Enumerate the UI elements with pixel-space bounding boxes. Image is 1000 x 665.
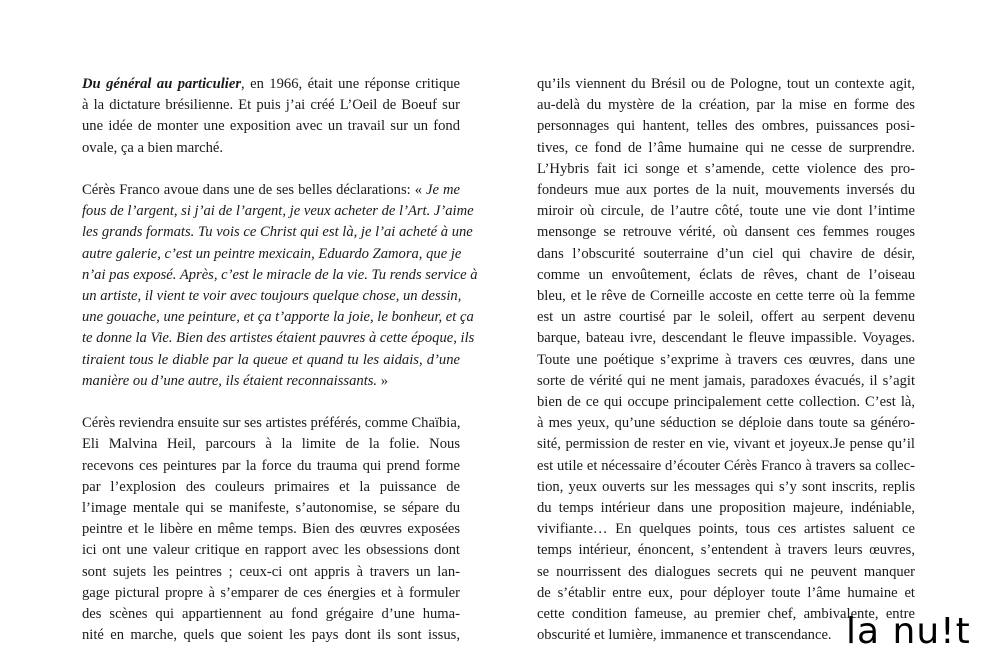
right-column-line: miroir où circule, de l’autre côté, toute une vie dont l’intime: [537, 203, 915, 220]
right-column-line: personnages qui hantent, telles des ombres, puissances posi-: [537, 118, 915, 135]
right-column-line: dans l’obscurité souterraine d’un ciel qui chavire de désir,: [537, 245, 915, 262]
left-column: [82, 74, 478, 646]
right-column-line: sorte de vérité qui ne ment jamais, paradoxes évacués, il s’agit: [537, 372, 915, 389]
right-column-line: de s’établir entre eux, pour déployer toute l’âme humaine et: [537, 584, 915, 601]
paragraph-2-line: n’ai pas exposé. Après, c’est le miracle de la vie. Tu rends service à: [82, 266, 478, 283]
paragraph-1-line: Du général au particulier, en 1966, était une réponse critique: [82, 76, 461, 92]
paragraph-3-line: recevons ces peintures par la force du trauma qui prend forme: [82, 457, 460, 474]
paragraph-gap: [82, 392, 460, 413]
right-column-line: comme un envoûtement, éclats de rêves, chant de l’oiseau: [537, 266, 915, 283]
right-column-line: L’Hybris fait ici songe et s’amende, cette violence des pro-: [537, 160, 915, 177]
right-column-line: au-delà du mystère de la création, par la mise en forme des: [537, 97, 915, 114]
right-column-line: tion, yeux ouverts sur les messages qui s’y sont inscrits, replis: [537, 478, 915, 495]
paragraph-2-line: Cérès Franco avoue dans une de ses belles déclarations: « Je me: [82, 182, 460, 198]
right-column-line: vivifiante… En quelques points, tous ces artistes saluent ce: [537, 521, 915, 538]
paragraph-2-line: autre galerie, c’est un peintre mexicain, Eduardo Zamora, que je: [82, 245, 462, 262]
right-column-line: cette condition fameuse, au premier chef, ambivalente, entre: [537, 606, 915, 623]
paragraph-2-line: fous de l’argent, si j’ai de l’argent, je veux acheter de l’Art. J’aime: [82, 203, 474, 220]
paragraph-3-line: ici ont une valeur critique en rapport avec les obsessions dont: [82, 542, 460, 559]
paragraph-3-line: par l’explosion des couleurs primaires et la puissance de: [82, 478, 460, 495]
paragraph-3-line: sont sujets les peintres ; ceux-ci ont appris à travers un lan-: [82, 563, 460, 580]
paragraph-3-line: l’image mentale qui se manifeste, s’autonomise, se sépare du: [82, 500, 460, 517]
right-column-line: barque, bateau ivre, descendant le fleuve impassible. Voyages.: [537, 330, 915, 347]
right-column-line: fondeurs mue aux portes de la nuit, mouvements inversés du: [537, 182, 915, 199]
paragraph-3-line: Eli Malvina Heil, parcours à la limite de la folie. Nous: [82, 436, 460, 453]
paragraph-2-line: un artiste, il vient te voir avec toujours quelque chose, un dessin,: [82, 288, 462, 305]
paragraph-1-line: une idée de monter une exposition avec un travail sur un fond: [82, 118, 460, 135]
right-column-line: se nourrissent des dialogues secrets qui ne peuvent manquer: [537, 563, 915, 580]
paragraph-2-line: tiraient tous le diable par la queue et quand tu les aidais, d’une: [82, 351, 460, 368]
right-column-line: du temps intérieur dans une proposition majeure, indéniable,: [537, 500, 915, 517]
paragraph-3-line: des scènes qui appartiennent au fond grégaire d’une huma-: [82, 606, 460, 623]
paragraph-2-line: te donne la Vie. Bien des artistes étaient pauvres à cette époque, ils: [82, 330, 475, 347]
logo: la nu!t: [846, 611, 971, 652]
paragraph-1-line: ovale, ça a bien marché.: [82, 139, 223, 156]
paragraph-3-line: gage pictural propre à s’emparer de ces énergies et à formuler: [82, 584, 460, 601]
paragraph-2-line: une gouache, une peinture, et ça t’apporte la joie, le bonheur, et ça: [82, 309, 474, 326]
right-column-line: est un astre courtisé par le soleil, offert au serpent devenu: [537, 309, 915, 326]
right-column-line: à mes yeux, qu’une séduction se déploie dans toute sa généro-: [537, 415, 915, 432]
right-column-line: tives, ce fond de l’âme humaine qui ne cesse de surprendre.: [537, 139, 915, 156]
right-column-line: est utile et nécessaire d’écouter Cérès Franco à travers sa collec-: [537, 457, 915, 474]
paragraph-1-line: à la dictature brésilienne. Et puis j’ai créé L’Oeil de Boeuf sur: [82, 97, 460, 114]
right-column-line: bien de ce qui occupe principalement cette collection. C’est là,: [537, 394, 915, 411]
paragraph-3-line: peintre et le libère en même temps. Bien des œuvres exposées: [82, 521, 460, 538]
paragraph-3-line: Cérès reviendra ensuite sur ses artistes préférés, comme Chaïbia,: [82, 415, 461, 432]
right-column-line: obscurité et lumière, immanence et transcendance.: [537, 627, 832, 644]
right-column-line: bleu, et le rêve de Corneille accoste en cette terre où la femme: [537, 288, 915, 305]
right-column-line: sité, permission de rester en vie, vivant et joyeux.Je pense qu’il: [537, 436, 915, 453]
right-column: [537, 74, 915, 646]
paragraph-2-line: les grands formats. Tu vois ce Christ qui est là, je l’ai acheté à une: [82, 224, 473, 241]
right-column-line: Toute une poétique s’exprime à travers ces œuvres, dans une: [537, 351, 915, 368]
paragraph-gap: [82, 159, 460, 180]
right-column-line: mensonge se retrouve vérité, où dansent ces femmes rouges: [537, 224, 915, 241]
paragraph-3-line: nité en marche, quels que soient les pays dont ils sont issus,: [82, 627, 460, 644]
right-column-line: temps intérieur, énoncent, s’entendent à travers leurs œuvres,: [537, 542, 915, 559]
right-column-line: qu’ils viennent du Brésil ou de Pologne, tout un contexte agit,: [537, 76, 915, 92]
paragraph-2-line: manière ou d’une autre, ils étaient reconnaissants. »: [82, 372, 389, 389]
